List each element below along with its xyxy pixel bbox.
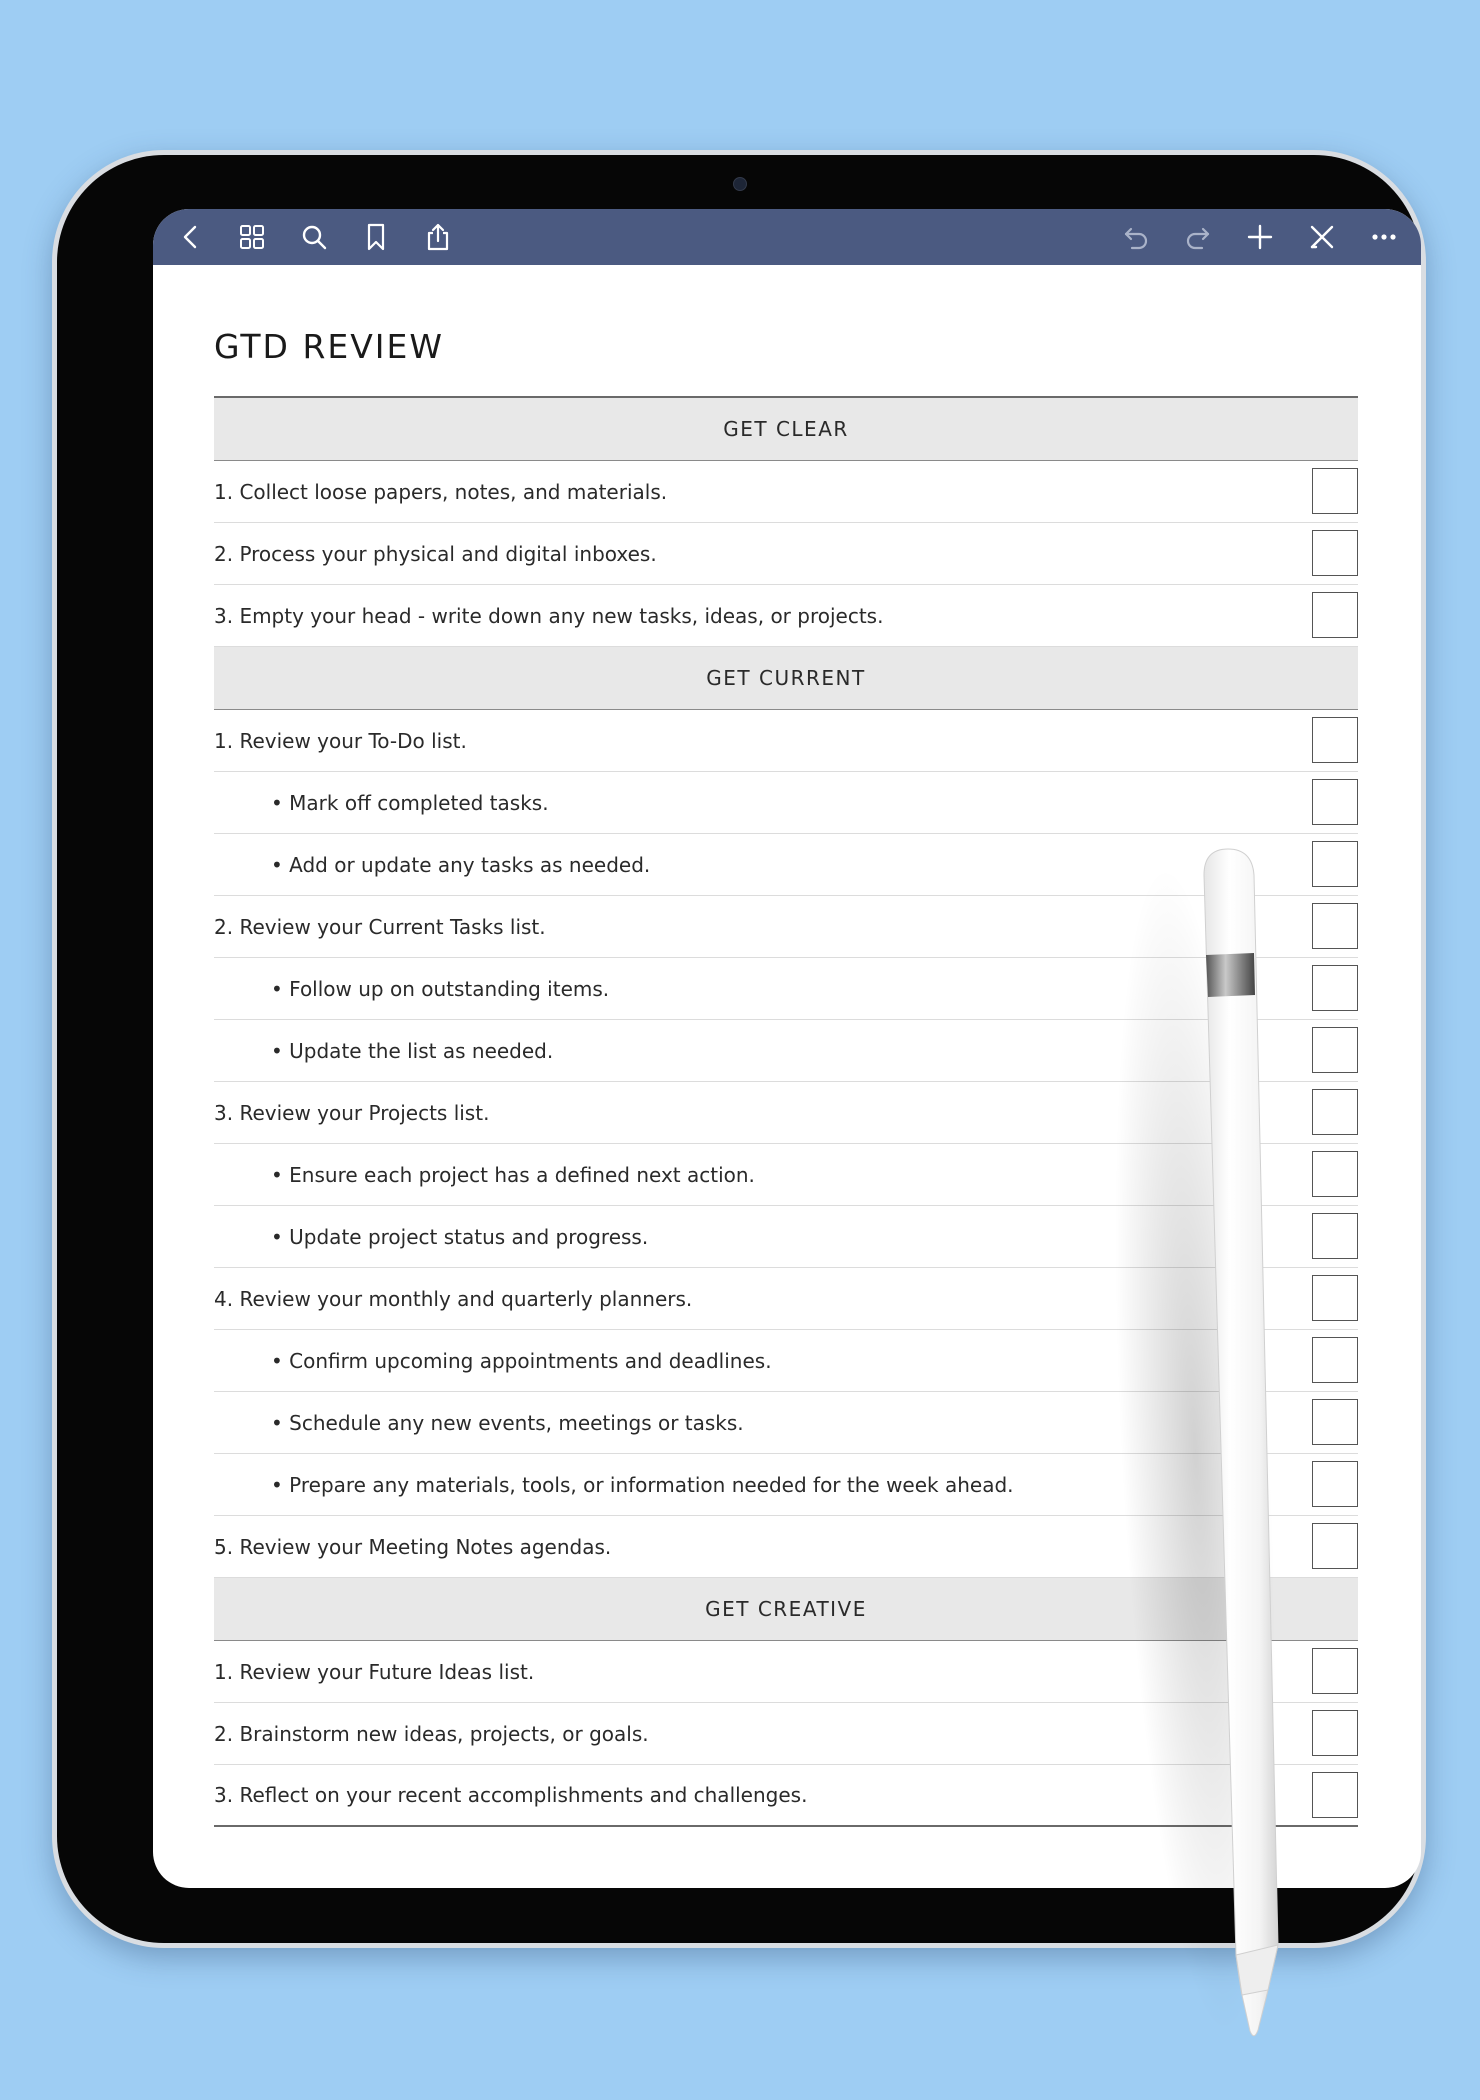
checklist-item-text: • Follow up on outstanding items. bbox=[271, 976, 610, 1001]
checklist-item-text: 3. Reflect on your recent accomplishments and challenges. bbox=[214, 1783, 808, 1807]
checkbox[interactable] bbox=[1312, 1648, 1358, 1694]
back-icon[interactable] bbox=[170, 216, 212, 258]
section-heading-label: GET CLEAR bbox=[723, 417, 849, 441]
checklist-item-text: 1. Review your To-Do list. bbox=[214, 728, 467, 753]
checklist-item-text: 5. Review your Meeting Notes agendas. bbox=[214, 1534, 612, 1559]
checkbox[interactable] bbox=[1312, 1337, 1358, 1383]
checkbox[interactable] bbox=[1312, 1461, 1358, 1507]
section-header bbox=[214, 647, 1358, 710]
checklist-item-text: 2. Review your Current Tasks list. bbox=[214, 914, 546, 939]
section-heading-label: GET CREATIVE bbox=[705, 1597, 867, 1621]
checklist-item-text: • Prepare any materials, tools, or information needed for the week ahead. bbox=[271, 1472, 1014, 1497]
checklist-item-text: • Confirm upcoming appointments and deadlines. bbox=[271, 1348, 772, 1373]
close-icon[interactable] bbox=[1301, 216, 1343, 258]
checkbox[interactable] bbox=[1312, 468, 1358, 514]
checklist-item-text: • Ensure each project has a defined next action. bbox=[271, 1162, 755, 1187]
checkbox[interactable] bbox=[1312, 779, 1358, 825]
checkbox[interactable] bbox=[1312, 1089, 1358, 1135]
checklist-item-text: • Update the list as needed. bbox=[271, 1038, 554, 1063]
checkbox[interactable] bbox=[1312, 1027, 1358, 1073]
checkbox[interactable] bbox=[1312, 592, 1358, 638]
grid-icon[interactable] bbox=[231, 216, 273, 258]
checkbox[interactable] bbox=[1312, 1151, 1358, 1197]
checklist-item-text: 2. Process your physical and digital inboxes. bbox=[214, 541, 657, 566]
undo-icon[interactable] bbox=[1115, 216, 1157, 258]
more-icon[interactable] bbox=[1363, 216, 1405, 258]
checkbox[interactable] bbox=[1312, 1523, 1358, 1569]
plus-icon[interactable] bbox=[1239, 216, 1281, 258]
checklist-row bbox=[214, 710, 1358, 772]
checkbox[interactable] bbox=[1312, 1213, 1358, 1259]
top-toolbar bbox=[153, 209, 1421, 265]
share-icon[interactable] bbox=[417, 216, 459, 258]
redo-icon[interactable] bbox=[1177, 216, 1219, 258]
section-heading-label: GET CURRENT bbox=[706, 666, 866, 690]
page-title: GTD REVIEW bbox=[214, 327, 445, 366]
checklist-item-text: 2. Brainstorm new ideas, projects, or goals. bbox=[214, 1721, 649, 1746]
checklist-row bbox=[214, 585, 1358, 647]
checklist-row bbox=[214, 772, 1358, 834]
search-icon[interactable] bbox=[293, 216, 335, 258]
checklist-item-text: • Update project status and progress. bbox=[271, 1224, 649, 1249]
checkbox[interactable] bbox=[1312, 1772, 1358, 1818]
checklist-item-text: 1. Collect loose papers, notes, and materials. bbox=[214, 479, 668, 504]
checkbox[interactable] bbox=[1312, 841, 1358, 887]
checklist-row bbox=[214, 523, 1358, 585]
checkbox[interactable] bbox=[1312, 1399, 1358, 1445]
checklist-item-text: 1. Review your Future Ideas list. bbox=[214, 1659, 535, 1684]
checklist-item-text: • Add or update any tasks as needed. bbox=[271, 852, 651, 877]
bookmark-icon[interactable] bbox=[355, 216, 397, 258]
checkbox[interactable] bbox=[1312, 1710, 1358, 1756]
checkbox[interactable] bbox=[1312, 1275, 1358, 1321]
checklist-item-text: 3. Empty your head - write down any new tasks, ideas, or projects. bbox=[214, 603, 884, 628]
checkbox[interactable] bbox=[1312, 717, 1358, 763]
checklist-item-text: 3. Review your Projects list. bbox=[214, 1100, 490, 1125]
checkbox[interactable] bbox=[1312, 903, 1358, 949]
checkbox[interactable] bbox=[1312, 965, 1358, 1011]
section-header bbox=[214, 398, 1358, 461]
checklist-item-text: 4. Review your monthly and quarterly planners. bbox=[214, 1286, 693, 1311]
camera-icon bbox=[733, 177, 747, 191]
checklist-row bbox=[214, 461, 1358, 523]
checklist-item-text: • Schedule any new events, meetings or tasks. bbox=[271, 1410, 744, 1435]
checkbox[interactable] bbox=[1312, 530, 1358, 576]
checklist-item-text: • Mark off completed tasks. bbox=[271, 790, 549, 815]
